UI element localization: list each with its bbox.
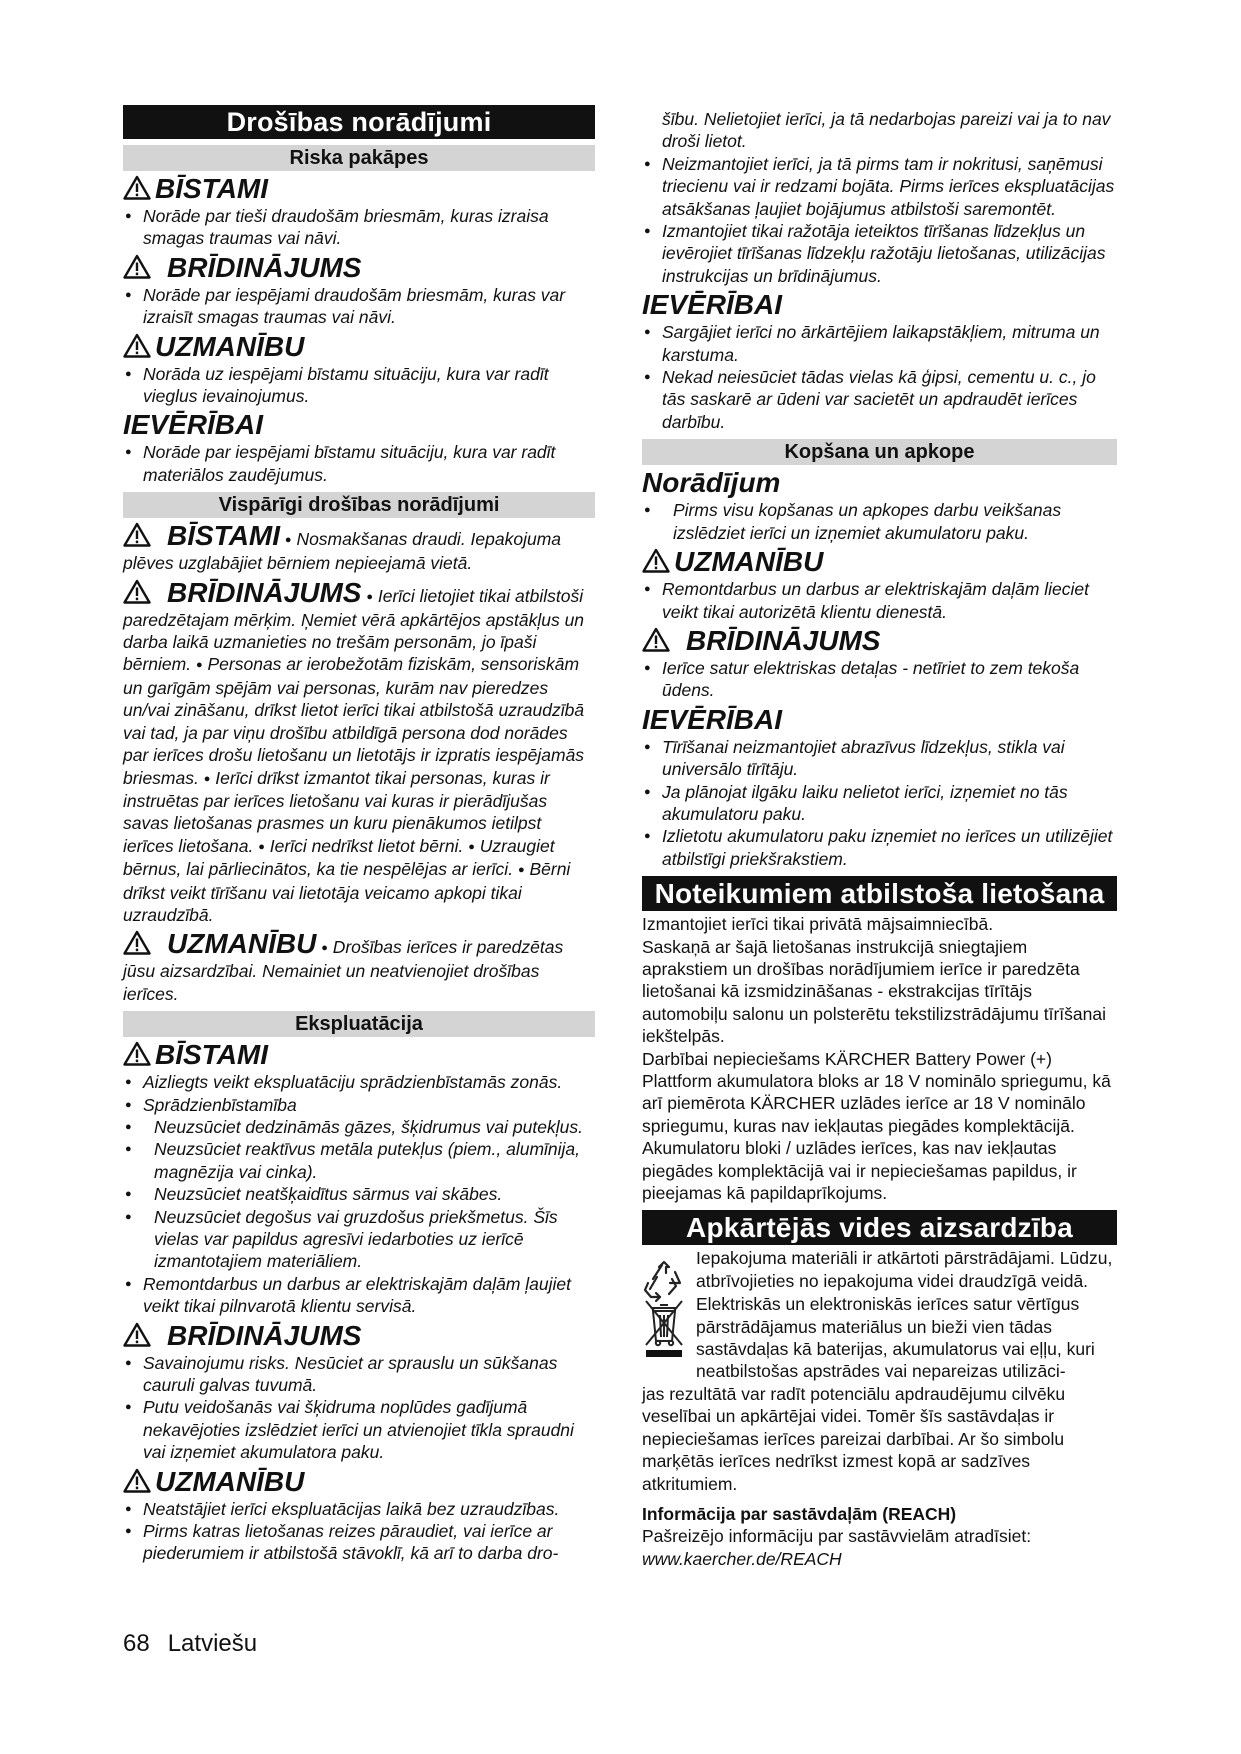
paragraph: Darbībai nepieciešams KÄRCHER Battery Power (+) Plattform akumulatora bloks ar 18 V nominālo spriegumu, kā arī piemērota KÄRCHER uzlādes ierīce ar 18 V nominālo spriegumu, kuras nav iekļautas piegādes komplektācijā. [642, 1048, 1111, 1136]
warning-triangle-icon [123, 579, 151, 604]
warning-triangle-icon [123, 333, 151, 358]
weee-block [642, 1293, 1117, 1383]
warning-triangle-icon [123, 1322, 151, 1347]
list-item: ● Neuzsūciet reaktīvus metāla putekļus (piem., alumīnija, magnēzija vai cinka). [123, 1138, 595, 1183]
page-footer [123, 1630, 257, 1658]
list-item: ● Ja plānojat ilgāku laiku nelietot ierīci, izņemiet no tās akumulatoru paku. [642, 781, 1117, 826]
intended-use-title: Noteikumiem atbilstoša lietošana [642, 876, 1117, 911]
care-heading: Kopšana un apkope [642, 439, 1117, 465]
warning-triangle-icon [123, 175, 151, 200]
signal-danger: BĪSTAMI [123, 173, 595, 205]
list-item: ● Remontdarbus un darbus ar elektriskajām daļām ļaujiet veikt tikai pilnvarotā klientu servisā. [123, 1273, 595, 1318]
list-item: ● Savainojumu risks. Nesūciet ar sprauslu un sūkšanas cauruli galvas tuvumā. [123, 1352, 595, 1397]
reach-heading: Informācija par sastāvdaļām (REACH) [642, 1503, 957, 1524]
list-item: ● Neuzsūciet degošus vai gruzdošus priekšmetus. Šīs vielas var papildus agresīvi iedarboties uz ierīcē izmantotajiem materiāliem. [123, 1206, 595, 1273]
continued-text: šību. Nelietojiet ierīci, ja tā nedarbojas pareizi vai ja to nav droši lietot. [662, 109, 1111, 152]
list-item: ● Tīrīšanai neizmantojiet abrazīvus līdzekļus, stikla vai universālo tīrītāju. [642, 736, 1117, 781]
footer-language: Latviešu [167, 1630, 258, 1657]
operation-heading: Ekspluatācija [123, 1011, 595, 1037]
list-item: ● Neuzsūciet neatšķaidītus sārmus vai skābes. [123, 1183, 595, 1205]
list-item: ● Putu veidošanās vai šķidruma noplūdes gadījumā nekavējoties izslēdziet ierīci un atvienojiet tīkla spraudni vai izņemiet akumulatora paku. [123, 1396, 595, 1463]
list-item: ● Izmantojiet tikai ražotāja ieteiktos tīrīšanas līdzekļus un ievērojiet tīrīšanas līdzekļu ražotāju lietošanas, utilizācijas instrukcijas un brīdinājumus. [642, 220, 1117, 287]
list-item: ● Izlietotu akumulatoru paku izņemiet no ierīces un utilizējiet atbilstīgi priekšrakstiem. [642, 825, 1117, 870]
list-item: ● Ierīce satur elektriskas detaļas - netīriet to zem tekoša ūdens. [642, 657, 1117, 702]
recycling-block [642, 1247, 1117, 1292]
list-item: ● Pirms visu kopšanas un apkopes darbu veikšanas izslēdziet ierīci un izņemiet akumulatoru paku. [642, 499, 1117, 544]
warning-triangle-icon [123, 1468, 151, 1493]
general-danger-para: BĪSTAMI ● Nosmakšanas draudi. Iepakojuma plēves uzglabājiet bērniem nepieejamā vietā. [123, 520, 562, 574]
page-number: 68 [123, 1630, 150, 1657]
warning-triangle-icon [123, 522, 151, 547]
list-item: ● Norāda uz iespējami bīstamu situāciju, kura var radīt vieglus ievainojumus. [123, 363, 595, 408]
reach-link[interactable]: www.kaercher.de/REACH [642, 1548, 842, 1569]
list-item: ● Sprādzienbīstamība [123, 1094, 595, 1116]
risk-levels-heading: Riska pakāpes [123, 145, 595, 171]
paragraph: Akumulatoru bloki / uzlādes ierīces, kas nav iekļautas piegādes komplektācijā vai ir nepieciešamas papildus, ir pieejamas kā papildaprīkojums. [642, 1138, 1077, 1204]
list-item: ● Neatstājiet ierīci ekspluatācijas laikā bez uzraudzības. [123, 1498, 595, 1520]
general-safety-heading: Vispārīgi drošības norādījumi [123, 492, 595, 518]
list-item: ● Remontdarbus un darbus ar elektriskajām daļām lieciet veikt tikai autorizētā klientu dienestā. [642, 578, 1117, 623]
signal-notice: IEVĒRĪBAI [642, 703, 783, 735]
section-title-safety: Drošības norādījumi [123, 105, 595, 139]
list-item: ● Aizliegts veikt ekspluatāciju sprādzienbīstamās zonās. [123, 1071, 595, 1093]
signal-note: Norādījum [642, 467, 781, 499]
weee-text: Elektriskās un elektroniskās ierīces satur vērtīgus pārstrādājamus materiālus un bieži vien tādas sastāvdaļas kā baterijas, akumulatorus vai eļļu, kuri neatbilstošas apstrādes vai nepareizas utilizāci- [696, 1294, 1095, 1382]
paragraph: Izmantojiet ierīci tikai privātā mājsaimniecībā. [642, 914, 994, 935]
warning-triangle-icon [123, 254, 151, 279]
signal-caution: UZMANĪBU [123, 331, 595, 363]
list-item: ● Sargājiet ierīci no ārkārtējiem laikapstākļiem, mitruma un karstuma. [642, 321, 1117, 366]
general-caution-para: UZMANĪBU ● Drošības ierīces ir paredzētas jūsu aizsardzībai. Nemainiet un neatvienojiet drošības ierīces. [123, 928, 564, 1004]
list-item: ● Neizmantojiet ierīci, ja tā pirms tam ir nokritusi, saņēmusi triecienu vai ir redzami bojāta. Pirms ierīces ekspluatācijas atsākšanas ļaujiet bojājumus atbilstoši saremontēt. [642, 153, 1117, 220]
warning-triangle-icon [123, 930, 151, 955]
warning-triangle-icon [642, 548, 670, 573]
right-column [642, 108, 1117, 1570]
signal-caution: UZMANĪBU [642, 546, 1117, 578]
list-item: ● Pirms katras lietošanas reizes pāraudiet, vai ierīce ar piederumiem ir atbilstošā stāvoklī, kā arī to darba dro- [123, 1520, 595, 1565]
environment-title: Apkārtējās vides aizsardzība [642, 1210, 1117, 1245]
signal-warning: BRĪDINĀJUMS [123, 1320, 595, 1352]
warning-triangle-icon [642, 627, 670, 652]
paragraph: Saskaņā ar šajā lietošanas instrukcijā sniegtajiem aprakstiem un drošības norādījumiem ierīce ir paredzēta lietošanai kā izsmidzināšanas - ekstrakcijas tīrītājs automobiļu salonu un polsterētu tekstilizstrādājumu tīrīšanai iekštelpās. [642, 936, 1106, 1047]
recycling-text: Iepakojuma materiāli ir atkārtoti pārstrādājami. Lūdzu, atbrīvojieties no iepakojuma videi draudzīgā veidā. [696, 1248, 1113, 1291]
signal-danger: BĪSTAMI [123, 1039, 595, 1071]
signal-warning: BRĪDINĀJUMS [123, 252, 595, 284]
list-item: ● Nekad neiesūciet tādas vielas kā ģipsi, cementu u. c., jo tās saskarē ar ūdeni var sacietēt un apdraudēt ierīces darbību. [642, 366, 1117, 433]
left-column [123, 105, 595, 1565]
list-item: ● Norāde par iespējami draudošām briesmām, kuras var izraisīt smagas traumas vai nāvi. [123, 284, 595, 329]
list-item: ● Norāde par iespējami bīstamu situāciju, kura var radīt materiālos zaudējumus. [123, 441, 595, 486]
general-warning-para: BRĪDINĀJUMS ● Ierīci lietojiet tikai atbilstoši paredzētajam mērķim. Ņemiet vērā apkārtējos apstākļus un darba laikā uzmanieties no trešām personām, jo īpaši bērniem. ● Personas ar ierobežotām fiziskām, sensoriskām un garīgām spējām vai personas, kurām nav pieredzes un/vai zināšanu, drīkst lietot ierīci tikai atbilstošā uzraudzībā vai tad, ja par viņu drošību atbildīgā persona dod norādes par ierīces drošu lietošanu un lietotājs ir izpratis iespējamās briesmas. ● Ierīci drīkst izmantot tikai personas, kuras ir instruētas par ierīces lietošanu vai kuras ir pierādījušas savas lietošanas prasmes un kuru pienākumos ietilpst ierīces lietošana. ● Ierīci nedrīkst lietot bērni. ● Uzraugiet bērnus, lai pārliecinātos, ka tie nespēlējas ar ierīci. ● Bērni drīkst veikt tīrīšanu vai lietotāja veicamo apkopi tikai uzraudzībā. [123, 576, 585, 925]
weee-text-continued: jas rezultātā var radīt potenciālu apdraudējumu cilvēku veselībai un apkārtējai videi. Tomēr šīs sastāvdaļas ir nepieciešamas ierīces pareizai darbībai. Ar šo simbolu marķētās ierīces nedrīkst izmest kopā ar sadzīves atkritumiem. [642, 1383, 1066, 1494]
crossed-bin-icon [642, 1297, 686, 1359]
signal-notice: IEVĒRĪBAI [642, 289, 783, 321]
signal-notice: IEVĒRĪBAI [123, 409, 264, 441]
list-item: ● Norāde par tieši draudošām briesmām, kuras izraisa smagas traumas vai nāvi. [123, 205, 595, 250]
signal-warning: BRĪDINĀJUMS [642, 625, 1117, 657]
warning-triangle-icon [123, 1041, 151, 1066]
reach-text: Pašreizējo informāciju par sastāvvielām atradīsiet: [642, 1526, 1032, 1547]
list-item: ● Neuzsūciet dedzināmās gāzes, šķidrumus vai putekļus. [123, 1116, 595, 1138]
signal-caution: UZMANĪBU [123, 1466, 595, 1498]
